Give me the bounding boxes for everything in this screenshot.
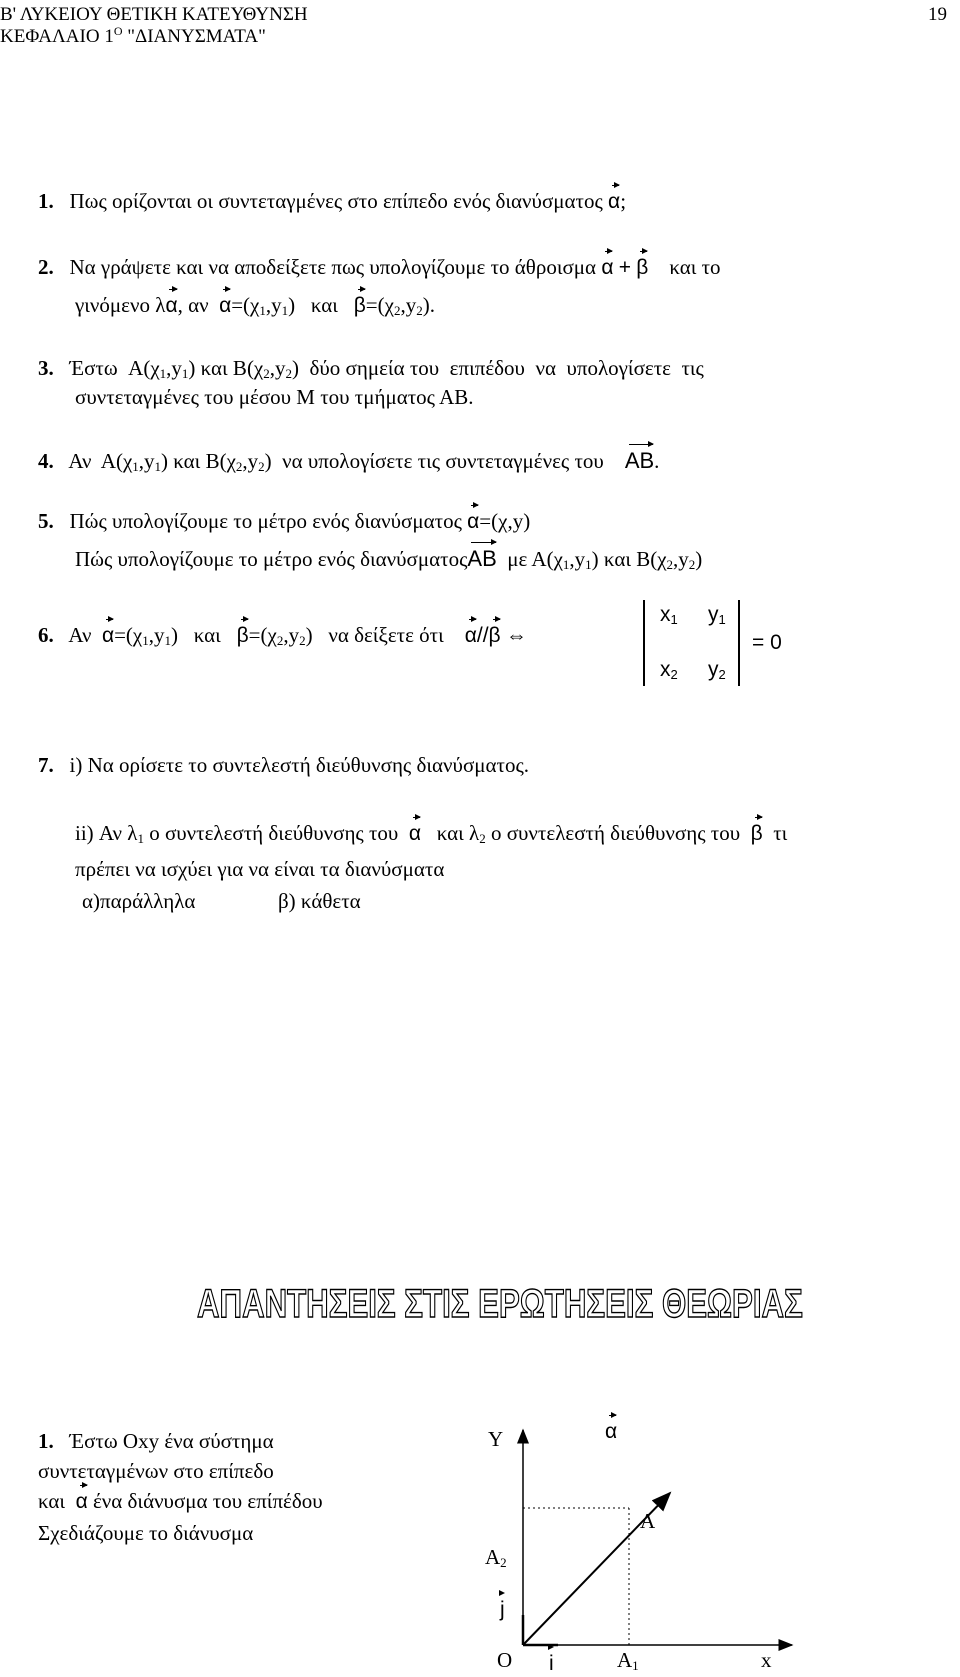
question-2-beta-coords: =(χ [365, 293, 394, 317]
question-7-ii-end: τι [773, 821, 788, 845]
question-3-number: 3. [38, 356, 54, 380]
vector-beta: β [488, 624, 501, 647]
vector-alpha: α [101, 624, 115, 647]
question-3-line-1: 3. Έστω $A(\chi_1,y_1)$ και $B(\chi_2,y_2)$ δύο σημεία του επιπέδου να υπολογίσετε τις [38, 356, 704, 381]
det-x2-symbol: x [660, 658, 671, 681]
parallel-sign: // [476, 624, 489, 647]
question-1-end: ; [620, 189, 627, 213]
figure-j-symbol: j [500, 1598, 505, 1621]
figure-label-x: x [761, 1648, 772, 1672]
figure-label-a2 [485, 1544, 507, 1570]
determinant-right-bar [738, 600, 740, 686]
header-course-line: Β' ΛΥΚΕΙΟΥ ΘΕΤΙΚΗ ΚΑΤΕΥΘΥΝΣΗ [0, 4, 308, 25]
header-chapter-sup: Ο [113, 24, 123, 38]
question-7-ii-mid-2: και λ [436, 821, 480, 845]
det-y2-symbol: y [708, 658, 719, 681]
question-6-number: 6. [38, 623, 54, 647]
question-7-i-text: i) Να ορίσετε το συντελεστή διεύθυνσης διανύσματος. [69, 753, 530, 777]
figure-a2-sub: 2 [500, 1555, 507, 1570]
question-7-ii-line-2: πρέπει να ισχύει για να είναι τα διανύσματα [75, 857, 445, 881]
answer-1-number: 1. [38, 1429, 54, 1453]
figure-vector-alpha-symbol: α [605, 1420, 618, 1443]
vector-beta: β [750, 822, 763, 845]
figure-label-y: Y [488, 1427, 504, 1451]
question-4-number: 4. [38, 449, 54, 473]
question-2-product: γινόμενο λ [75, 293, 166, 317]
question-3-line-2: συντεταγμένες του μέσου Μ του τμήματος ΑΒ. [75, 385, 474, 409]
plus-sign: + [618, 256, 631, 279]
question-5-line-1 [38, 508, 530, 535]
figure-i-symbol: i [549, 1652, 554, 1675]
question-4: 4. Αν $A(\chi_1,y_1)$ και $B(\chi_2,y_2)$ να υπολογίσετε τις συντεταγμένες του ΑΒ. [38, 448, 660, 474]
question-7-i [38, 752, 529, 778]
header-chapter-line [0, 26, 266, 48]
answer-1-line-4: Σχεδιάζουμε το διάνυσμα [38, 1521, 254, 1545]
question-5-text-2: Πώς υπολογίζουμε το μέτρο ενός διανύσματος [75, 547, 468, 571]
vector-beta: β [353, 294, 366, 317]
vector-alpha: α [165, 294, 178, 317]
question-2-if: , αν [177, 293, 209, 317]
question-1-text: Πως ορίζονται οι συντεταγμένες στο επίπεδο ενός διανύσματος [69, 189, 603, 213]
vector-coordinate-figure [480, 1415, 840, 1677]
answer-1-and: και [38, 1489, 66, 1513]
vector-beta: β [636, 256, 649, 279]
iff-arrow: ⇔ [505, 623, 527, 647]
figure-a2-letter: A [485, 1545, 501, 1569]
vector-alpha: α [608, 190, 621, 213]
answer-1-line-2: συντεταγμένων στο επίπεδο [38, 1459, 274, 1483]
page-number: 19 [928, 4, 947, 25]
question-2-line-1-end: και το [669, 255, 721, 279]
figure-label-vector-alpha [605, 1418, 617, 1445]
header-chapter-title: "ΔΙΑΝΥΣΜΑΤΑ" [122, 26, 266, 47]
vector-beta: β [236, 624, 249, 647]
question-2-alpha-coords: =(χ [231, 293, 260, 317]
question-7-ii-prefix: ii) Αν λ [75, 821, 138, 845]
vector-alpha: α [75, 1490, 88, 1513]
question-5-with: με [507, 547, 528, 571]
det-x1: $x_1$ [660, 603, 678, 627]
question-6: 6. Αν $\alpha=(\chi_1,y_1)$ και $\beta=(\chi_2,y_2)$ να δείξετε ότι α//β ⇔ [38, 623, 527, 648]
question-2-line-2: γινόμενο λα, αν $\alpha=(\chi_1,y_1)$ και $\beta=(\chi_2,y_2)$. [75, 293, 435, 318]
question-7-option-a: α)παράλληλα [82, 889, 196, 913]
question-7-ii-mid-1: ο συντελεστή διεύθυνσης του [143, 821, 399, 845]
question-6-text: να δείξετε ότι [328, 623, 444, 647]
question-2-line-1 [38, 254, 721, 281]
question-2-number: 2. [38, 255, 54, 279]
figure-label-i [549, 1650, 554, 1677]
vector-ab: ΑΒ [624, 448, 655, 473]
answer-1-line-3 [38, 1488, 323, 1515]
question-1 [38, 188, 626, 215]
det-y1: $y_1$ [708, 603, 726, 627]
question-5-line-2: Πώς υπολογίζουμε το μέτρο ενός διανύσματοςΑΒ με $A(\chi_1,y_1)$ και $B(\chi_2,y_2)$ [75, 546, 703, 572]
vector-ab: ΑΒ [467, 546, 497, 571]
det-x2: $x_2$ [660, 658, 678, 682]
det-x1-symbol: x [660, 603, 671, 626]
vector-alpha: α [219, 294, 232, 317]
vector-alpha: α [464, 624, 477, 647]
question-2-text: Να γράψετε και να αποδείξετε πως υπολογίζουμε το άθροισμα [69, 255, 597, 279]
vector-alpha: α [408, 822, 421, 845]
question-4-prefix: Αν [68, 449, 92, 473]
question-5-coords: =(χ,y) [479, 509, 531, 533]
det-equals-zero: = 0 [752, 631, 782, 654]
question-5-number: 5. [38, 509, 54, 533]
det-y1-symbol: y [708, 603, 719, 626]
header-chapter-prefix: ΚΕΦΑΛΑΙΟ 1 [0, 26, 114, 47]
figure-label-a1 [617, 1647, 639, 1673]
question-7-number: 7. [38, 753, 54, 777]
question-4-text: να υπολογίσετε τις συντεταγμένες του [282, 449, 604, 473]
answer-1-text-1: Έστω Οxy ένα σύστημα [69, 1429, 274, 1453]
det-y2: $y_2$ [708, 658, 726, 682]
question-3-text: Έστω [69, 356, 118, 380]
question-7-ii-mid-3: ο συντελεστή διεύθυνσης του [485, 821, 741, 845]
determinant-left-bar [643, 600, 645, 686]
answer-1-line-1 [38, 1428, 274, 1454]
answers-title: ΑΠΑΝΤΗΣΕΙΣ ΣΤΙΣ ΕΡΩΤΗΣΕΙΣ ΘΕΩΡΙΑΣ [197, 1282, 803, 1326]
figure-label-origin: O [497, 1648, 513, 1672]
question-1-number: 1. [38, 189, 54, 213]
question-5-text-1: Πώς υπολογίζουμε το μέτρο ενός διανύσματος [69, 509, 462, 533]
answer-1-text-3: ένα διάνυσμα του επίπέδου [92, 1489, 323, 1513]
question-7-ii-line-1: ii) Αν $\lambda_1$ ο συντελεστή διεύθυνσης του α και $\lambda_2$ ο συντελεστή διεύθυνσης του β τι [75, 821, 788, 846]
question-6-prefix: Αν [68, 623, 92, 647]
figure-label-j [500, 1596, 505, 1623]
figure-a1-letter: A [617, 1648, 633, 1672]
question-2-kai: και [310, 293, 338, 317]
vector-alpha: α [467, 510, 480, 533]
question-4-end: . [654, 449, 660, 473]
vector-alpha: α [601, 256, 614, 279]
figure-label-a: A [640, 1509, 656, 1533]
figure-a1-sub: 1 [632, 1658, 639, 1673]
question-6-kai: και [193, 623, 221, 647]
question-7-option-b: β) κάθετα [278, 889, 361, 913]
